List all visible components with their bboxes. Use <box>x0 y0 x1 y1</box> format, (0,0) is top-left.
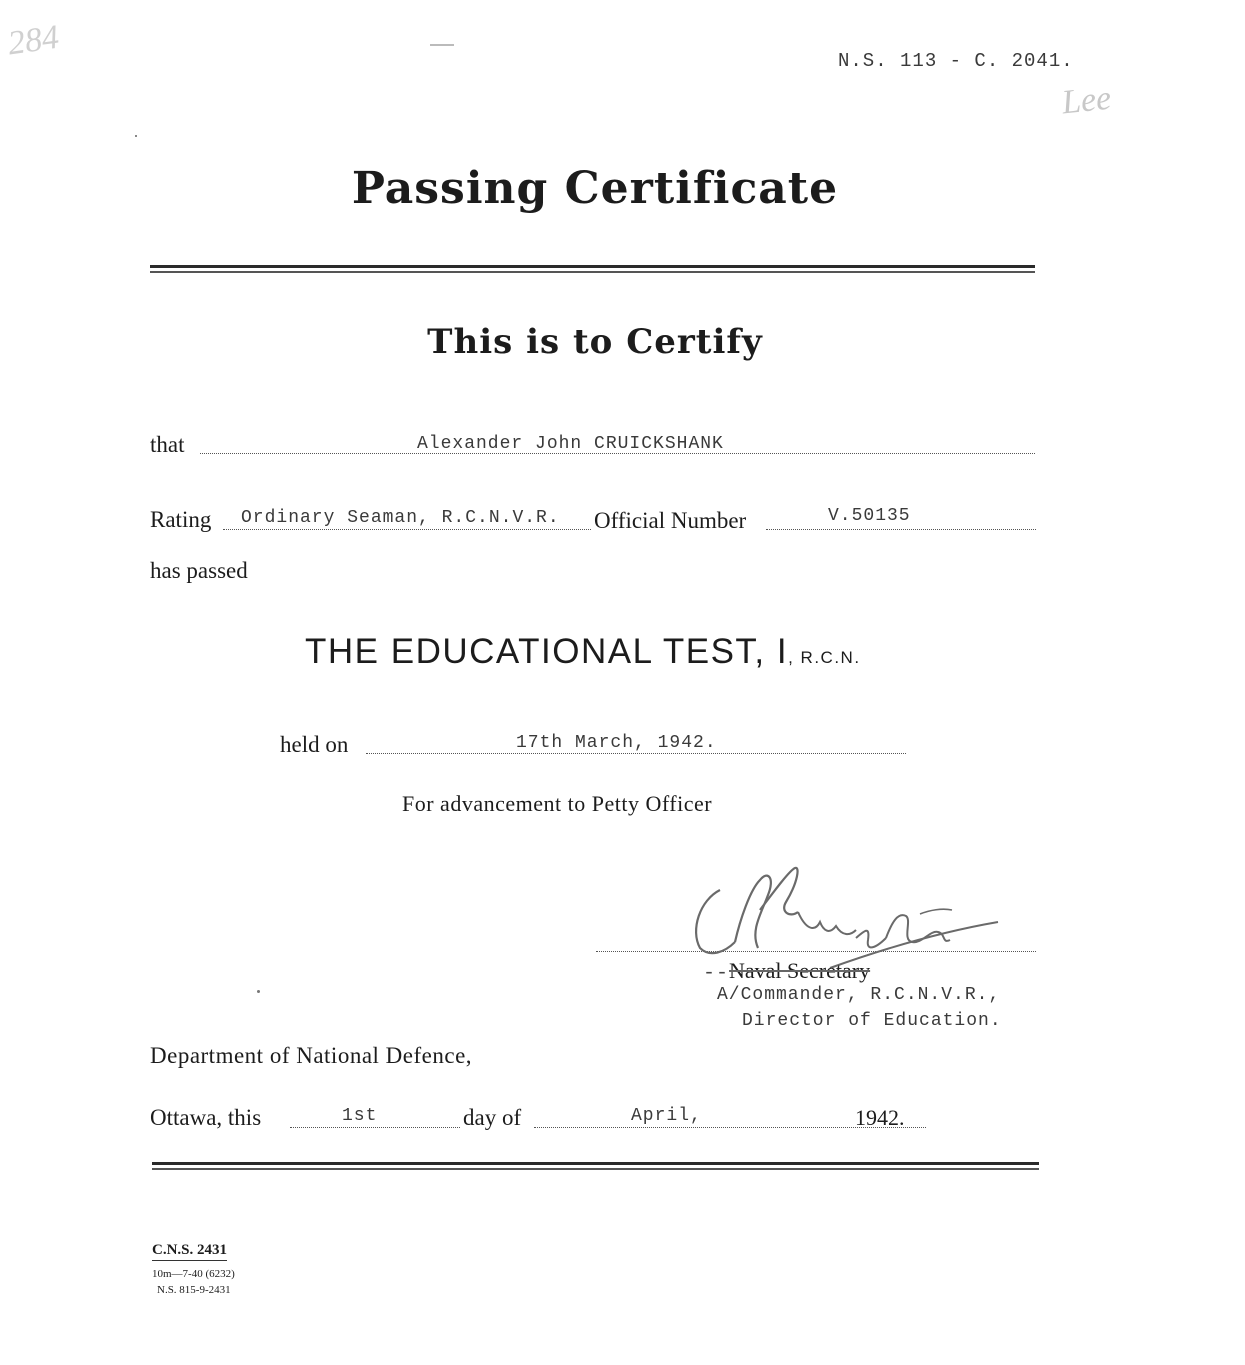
that-label: that <box>150 432 185 457</box>
purpose-text: For advancement to Petty Officer <box>402 791 713 816</box>
held-on-value: 17th March, 1942. <box>516 733 717 753</box>
naval-secretary-label: Naval Secretary <box>729 958 871 983</box>
day-value: 1st <box>342 1106 378 1126</box>
has-passed-label: has passed <box>150 558 248 583</box>
test-suffix: , R.C.N. <box>788 648 861 667</box>
bottom-double-rule <box>152 1162 1039 1170</box>
official-number-value: V.50135 <box>828 506 911 526</box>
department-label: Department of National Defence, <box>150 1043 473 1068</box>
top-double-rule <box>150 265 1035 273</box>
test-line <box>305 632 861 672</box>
certificate-title: Passing Certificate <box>351 163 839 214</box>
corner-pencil-number: 284 <box>5 18 62 63</box>
file-code: N.S. 815-9-2431 <box>157 1284 231 1296</box>
certificate-subtitle: This is to Certify <box>427 322 763 362</box>
struck-dash: -- <box>703 962 730 985</box>
month-value: April, <box>631 1106 702 1126</box>
paper-speck <box>135 135 137 137</box>
rating-label: Rating <box>150 507 212 532</box>
rating-value: Ordinary Seaman, R.C.N.V.R. <box>241 508 560 528</box>
recipient-name: Alexander John CRUICKSHANK <box>417 434 724 454</box>
official-number-dotted-line <box>766 529 1036 530</box>
year-value: 1942. <box>855 1105 905 1130</box>
signer-position: Director of Education. <box>742 1011 1002 1031</box>
print-run: 10m—7-40 (6232) <box>152 1268 235 1280</box>
paper-speck <box>430 44 454 46</box>
held-on-dotted-line <box>366 753 906 754</box>
day-dotted-line <box>290 1127 460 1128</box>
form-code: C.N.S. 2431 <box>152 1242 227 1261</box>
rating-dotted-line <box>223 529 591 530</box>
test-name: THE EDUCATIONAL TEST, I <box>305 632 789 671</box>
naval-secretary-title <box>703 958 870 985</box>
paper-speck <box>257 990 260 993</box>
day-of-label: day of <box>463 1105 522 1130</box>
held-on-label: held on <box>280 732 349 757</box>
place-label: Ottawa, this <box>150 1105 262 1130</box>
margin-note: Lee <box>1060 79 1113 122</box>
official-number-label: Official Number <box>594 508 747 533</box>
signer-rank: A/Commander, R.C.N.V.R., <box>717 985 1001 1005</box>
file-reference: N.S. 113 - C. 2041. <box>838 50 1074 72</box>
